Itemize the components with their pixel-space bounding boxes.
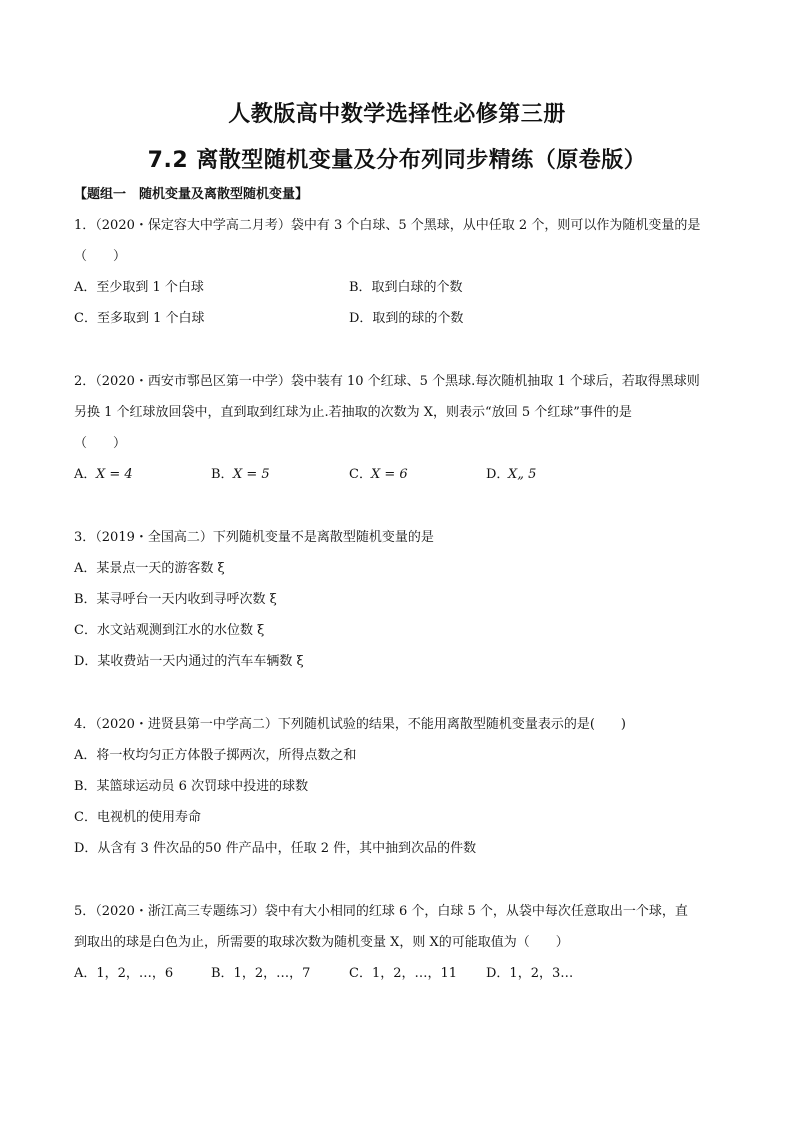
q1-line-1: 1．（2020・保定容大中学高二月考）袋中有 3 个白球、5 个黑球，从中任取 2 个，则可以作为随机变量的是 (74, 218, 701, 233)
q5-line-1: 5．（2020・浙江高三专题练习）袋中有大小相同的红球 6 个，白球 5 个，从袋中每次任意取出一个球，直 (74, 904, 688, 919)
q2-line-1: 2．（2020・西安市鄠邑区第一中学）袋中装有 10 个红球、5 个黑球.每次随机抽取 1 个球后，若取得黑球则 (74, 374, 700, 389)
q3-line-1: 3．（2019・全国高二）下列随机变量不是离散型随机变量的是 (74, 530, 434, 545)
q1-option-d: D．取到的球的个数 (349, 311, 464, 326)
q2-option-a-expr: X = 4 (96, 467, 133, 482)
q2-option-c-expr: X = 6 (371, 467, 408, 482)
q4-option-b: B．某篮球运动员 6 次罚球中投进的球数 (74, 779, 309, 794)
q2-option-d-label: D． (486, 467, 510, 482)
q5-line-2: 到取出的球是白色为止，所需要的取球次数为随机变量 X，则 X的可能取值为（ ） (74, 935, 569, 950)
q3-option-c: C．水文站观测到江水的水位数 ξ (74, 623, 265, 638)
q5-option-b: B．1，2，…，7 (211, 966, 311, 981)
q2-option-b-expr: X = 5 (233, 467, 270, 482)
q3-option-a: A．某景点一天的游客数 ξ (74, 561, 225, 576)
q1-option-b: B．取到白球的个数 (349, 280, 463, 295)
q4-option-d: D．从含有 3 件次品的50 件产品中，任取 2 件，其中抽到次品的件数 (74, 841, 477, 856)
q2-option-d-expr: X„ 5 (508, 467, 537, 482)
q4-option-c: C．电视机的使用寿命 (74, 810, 201, 825)
q5-option-d: D．1，2，3… (486, 966, 574, 981)
q1-option-c: C．至多取到 1 个白球 (74, 311, 205, 326)
q1-line-2: （ ） (74, 249, 127, 264)
q2-option-b-label: B． (211, 467, 234, 482)
q2-option-c-label: C． (349, 467, 372, 482)
section-heading: 【题组一 随机变量及离散型随机变量】 (74, 187, 309, 202)
q4-option-a: A．将一枚均匀正方体骰子掷两次，所得点数之和 (74, 748, 357, 763)
document-title: 人教版高中数学选择性必修第三册 (228, 102, 566, 127)
q2-line-3: （ ） (74, 436, 127, 451)
q3-option-d: D．某收费站一天内通过的汽车车辆数 ξ (74, 654, 304, 669)
q5-option-a: A．1，2，…，6 (74, 966, 174, 981)
document-subtitle: 7.2 离散型随机变量及分布列同步精练（原卷版） (147, 148, 647, 173)
q1-option-a: A．至少取到 1 个白球 (74, 280, 204, 295)
q5-option-c: C．1，2，…，11 (349, 966, 458, 981)
q2-line-2: 另换 1 个红球放回袋中，直到取到红球为止.若抽取的次数为 X，则表示“放回 5 个红球”事件的是 (74, 405, 632, 420)
q3-option-b: B．某寻呼台一天内收到寻呼次数 ξ (74, 592, 277, 607)
q4-line-1: 4．（2020・进贤县第一中学高二）下列随机试验的结果，不能用离散型随机变量表示的是( ) (74, 717, 626, 732)
q2-option-a-label: A． (74, 467, 97, 482)
